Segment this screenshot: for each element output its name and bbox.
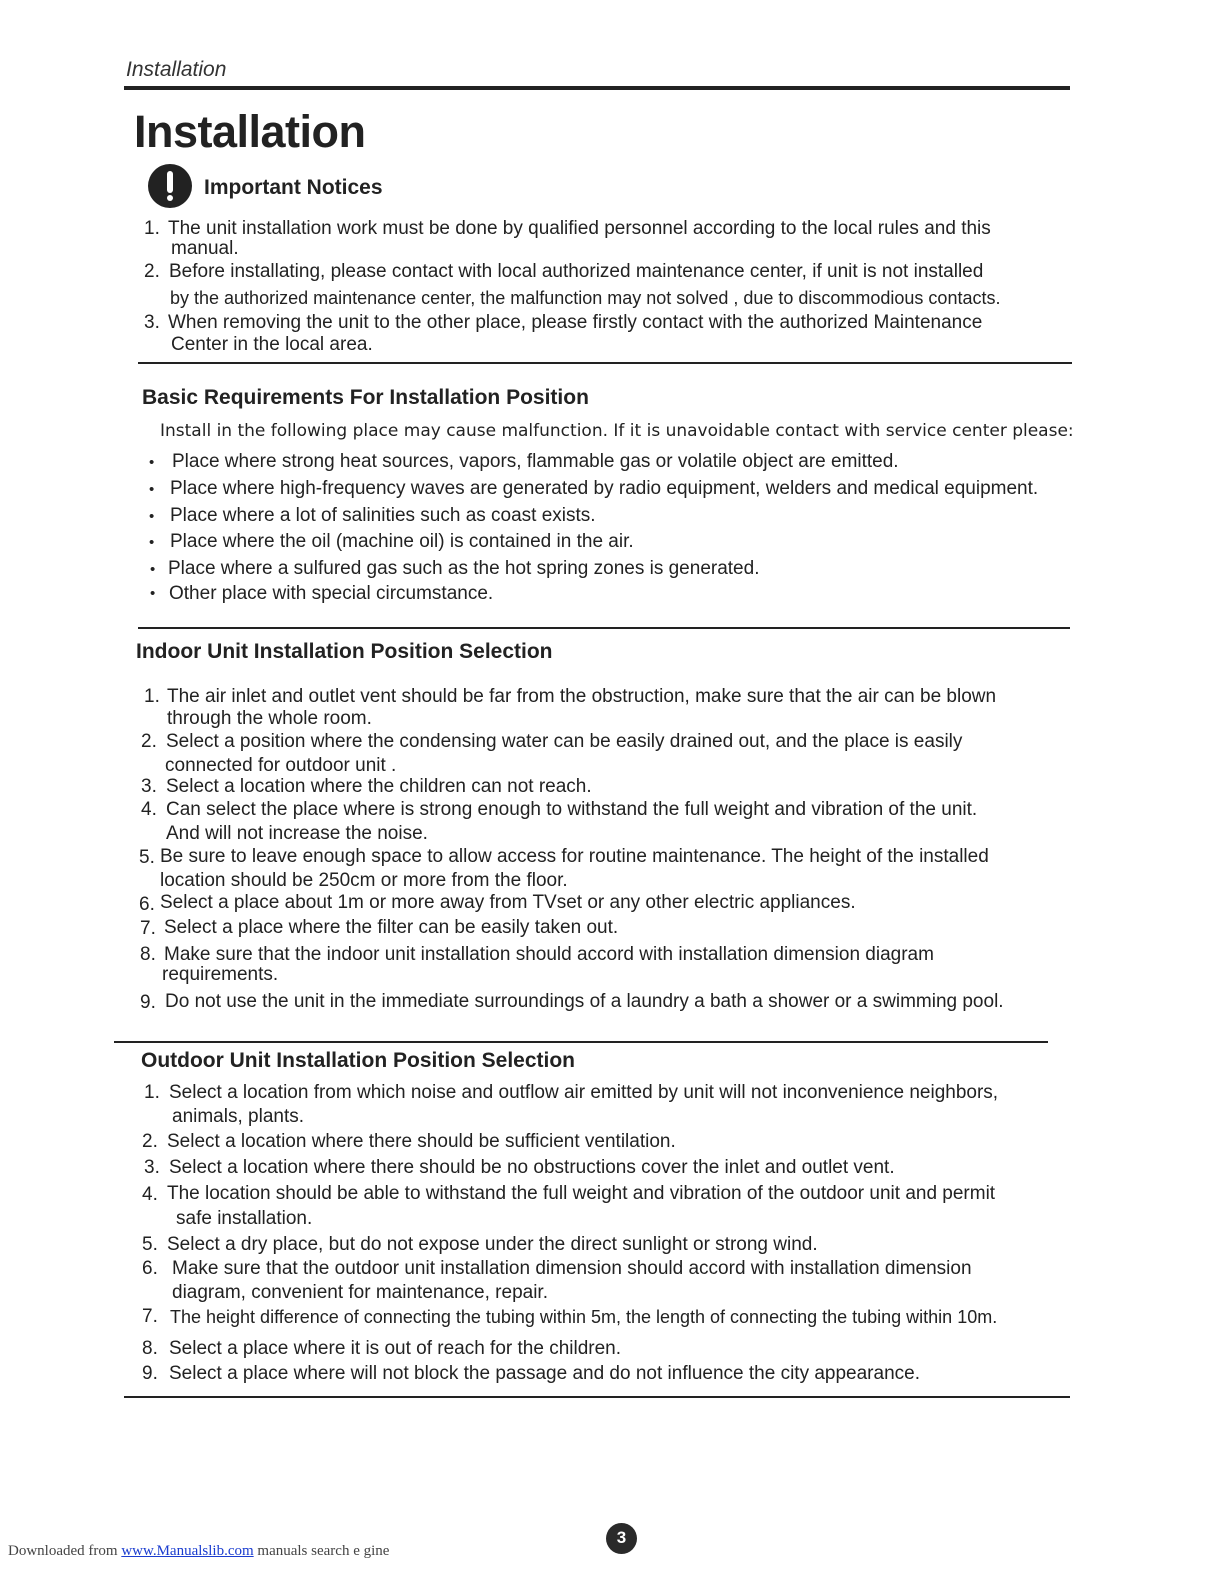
list-number: 7.: [142, 1306, 158, 1327]
section-divider: [138, 627, 1070, 629]
list-item: Do not use the unit in the immediate surroundings of a laundry a bath a shower or a swimming pool.: [165, 991, 1004, 1012]
list-item: Place where a lot of salinities such as coast exists.: [170, 505, 596, 526]
list-number: 3.: [144, 1157, 160, 1178]
list-item: Select a position where the condensing water can be easily drained out, and the place is easily: [166, 731, 963, 752]
notice-number: 2.: [144, 261, 160, 282]
list-item: Make sure that the outdoor unit installation dimension should accord with installation dimension: [172, 1258, 972, 1279]
list-item: The location should be able to withstand the full weight and vibration of the outdoor unit and permit: [167, 1183, 996, 1204]
list-number: 5.: [142, 1234, 158, 1255]
list-number: 9.: [140, 992, 156, 1013]
list-number: 8.: [140, 944, 156, 965]
list-number: 7.: [140, 918, 156, 939]
list-number: 1.: [144, 1082, 160, 1103]
list-item: Select a place where the filter can be easily taken out.: [164, 917, 619, 938]
section-divider: [114, 1041, 1048, 1043]
indoor-title: Indoor Unit Installation Position Selection: [136, 640, 553, 663]
list-item: Select a place where it is out of reach for the children.: [169, 1338, 622, 1359]
list-number: 6.: [142, 1258, 158, 1279]
list-item: The air inlet and outlet vent should be far from the obstruction, make sure that the air can be blown: [167, 686, 997, 707]
list-item: Place where the oil (machine oil) is contained in the air.: [170, 531, 634, 552]
bullet-icon: •: [149, 534, 155, 551]
list-item: Select a place about 1m or more away from TVset or any other electric appliances.: [160, 892, 856, 913]
manualslib-link[interactable]: www.Manualslib.com: [121, 1543, 254, 1559]
list-item: Select a location from which noise and outflow air emitted by unit will not inconvenience neighbors,: [169, 1082, 999, 1103]
list-item: Other place with special circumstance.: [169, 583, 494, 604]
list-number: 9.: [142, 1363, 158, 1384]
page-title: Installation: [134, 106, 366, 157]
list-item: requirements.: [162, 964, 279, 985]
list-item: diagram, convenient for maintenance, repair.: [172, 1282, 548, 1303]
list-item: Place where a sulfured gas such as the hot spring zones is generated.: [168, 558, 760, 579]
basic-intro: Install in the following place may cause malfunction. If it is unavoidable contact with service center please:: [160, 421, 1074, 441]
list-number: 6.: [139, 894, 155, 915]
section-divider: [138, 362, 1072, 364]
outdoor-title: Outdoor Unit Installation Position Selection: [141, 1049, 576, 1072]
list-item: Place where high-frequency waves are generated by radio equipment, welders and medical equipment.: [170, 478, 1039, 499]
basic-requirements-title: Basic Requirements For Installation Position: [142, 386, 589, 409]
footer-prefix: Downloaded from: [8, 1543, 118, 1559]
list-number: 1.: [144, 686, 160, 707]
notice-number: 1.: [144, 218, 160, 239]
list-item: animals, plants.: [172, 1106, 305, 1127]
notice-text: Center in the local area.: [171, 334, 373, 355]
list-item: Select a location where the children can not reach.: [166, 776, 592, 797]
notice-text: manual.: [171, 238, 239, 259]
notices-title: Important Notices: [204, 176, 383, 199]
section-divider: [124, 1396, 1070, 1398]
list-number: 2.: [141, 731, 157, 752]
list-item: safe installation.: [176, 1208, 313, 1229]
bullet-icon: •: [149, 481, 155, 498]
list-item: Can select the place where is strong enough to withstand the full weight and vibration of the unit.: [166, 799, 978, 820]
running-header: Installation: [126, 58, 227, 81]
list-item: And will not increase the noise.: [166, 823, 428, 844]
list-item: Select a dry place, but do not expose under the direct sunlight or strong wind.: [167, 1234, 818, 1255]
list-number: 4.: [141, 799, 157, 820]
notice-text: Before installating, please contact with local authorized maintenance center, if unit is not installed: [169, 261, 984, 282]
list-item: Place where strong heat sources, vapors, flammable gas or volatile object are emitted.: [172, 451, 899, 472]
list-item: Select a place where will not block the passage and do not influence the city appearance.: [169, 1363, 920, 1384]
list-number: 4.: [142, 1184, 158, 1205]
list-item: connected for outdoor unit .: [165, 755, 397, 776]
header-rule: [124, 86, 1070, 90]
page-number-badge: [606, 1523, 637, 1554]
bullet-icon: •: [149, 508, 155, 525]
list-item: The height difference of connecting the tubing within 5m, the length of connecting the tubing within 10m.: [170, 1307, 998, 1327]
list-item: location should be 250cm or more from the floor.: [160, 870, 568, 891]
list-item: Make sure that the indoor unit installation should accord with installation dimension diagram: [164, 944, 934, 965]
footer-credit: [8, 1543, 389, 1560]
page-number: 3: [616, 1528, 627, 1547]
list-number: 2.: [142, 1131, 158, 1152]
list-number: 8.: [142, 1338, 158, 1359]
bullet-icon: •: [150, 585, 156, 602]
notice-text: When removing the unit to the other place, please firstly contact with the authorized Maintenance: [168, 312, 983, 333]
list-number: 5.: [139, 847, 155, 868]
exclamation-icon: [148, 164, 192, 208]
list-item: Select a location where there should be sufficient ventilation.: [167, 1131, 676, 1152]
notice-text: by the authorized maintenance center, the malfunction may not solved , due to discommodious contacts.: [170, 288, 1001, 308]
bullet-icon: •: [149, 454, 155, 471]
list-number: 3.: [141, 776, 157, 797]
list-item: Be sure to leave enough space to allow access for routine maintenance. The height of the installed: [160, 846, 989, 867]
bullet-icon: •: [150, 561, 156, 578]
list-item: through the whole room.: [167, 708, 372, 729]
notice-text: The unit installation work must be done by qualified personnel according to the local rules and this: [168, 218, 991, 239]
notice-number: 3.: [144, 312, 160, 333]
footer-suffix: manuals search e gine: [257, 1543, 390, 1559]
list-item: Select a location where there should be no obstructions cover the inlet and outlet vent.: [169, 1157, 895, 1178]
